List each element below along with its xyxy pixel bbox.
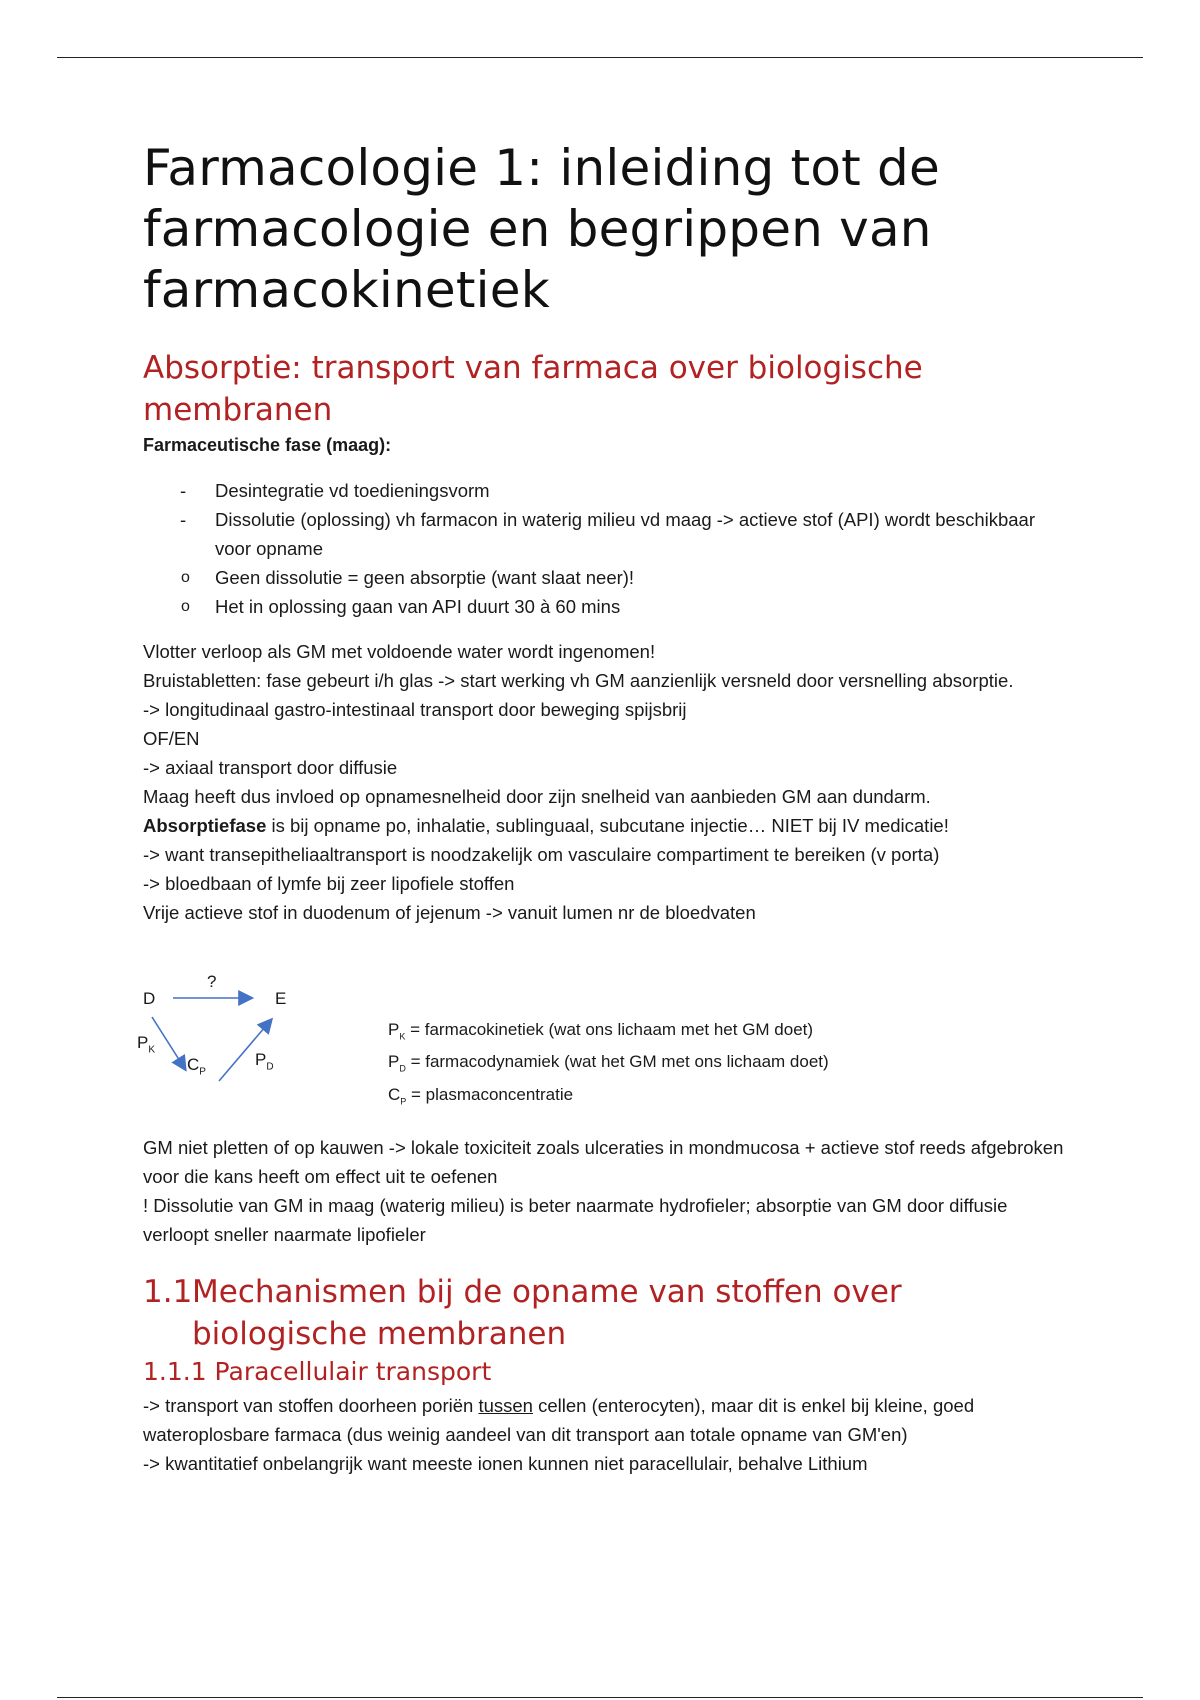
section-1-1-heading: [143, 1271, 1073, 1355]
list-item: - Desintegratie vd toedieningsvorm: [143, 476, 1073, 505]
page-title: Farmacologie 1: inleiding tot de farmacologie en begrippen van farmacokinetiek: [143, 139, 940, 319]
top-rule: [57, 57, 1143, 58]
diagram-cp: $C_P$: [187, 1055, 206, 1078]
diagram-d: D: [143, 989, 156, 1008]
paragraph-line: -> axiaal transport door diffusie: [143, 757, 398, 778]
legend-item: $P_K$ = farmacokinetiek (wat ons lichaam met het GM doet): [388, 1020, 814, 1042]
section-title: Mechanismen bij de opname van stoffen over biologische membranen: [192, 1274, 902, 1352]
paragraph-line: -> kwantitatief onbelangrijk want meeste ionen kunnen niet paracellulair, behalve Lithium: [143, 1453, 868, 1474]
paragraph-line: OF/EN: [143, 728, 200, 749]
bottom-rule: [57, 1697, 1143, 1698]
subheading: Farmaceutische fase (maag):: [143, 435, 392, 455]
list-item-text: Dissolutie (oplossing) vh farmacon in waterig milieu vd maag -> actieve stof (API) wordt beschikbaar voor opname: [215, 509, 1035, 559]
arrow-d-to-cp: [152, 1017, 185, 1069]
paragraph-line: [143, 811, 1073, 840]
paragraph-line: -> want transepitheliaaltransport is noodzakelijk om vasculaire compartiment te bereiken (v porta): [143, 844, 940, 865]
sub-bullet-list: [143, 563, 1073, 621]
sub-list-item: o Geen dissolutie = geen absorptie (want slaat neer)!: [143, 563, 1073, 592]
paragraph-line: GM niet pletten of op kauwen -> lokale toxiciteit zoals ulceraties in mondmucosa + actieve stof reeds afgebroken voor die kans heeft om effect uit te oefenen: [143, 1137, 1064, 1187]
section-heading: Absorptie: transport van farmaca over biologische membranen: [143, 350, 923, 428]
sub-list-item: o Het in oplossing gaan van API duurt 30 à 60 mins: [143, 592, 1073, 621]
section-1-1-1-heading: 1.1.1 Paracellulair transport: [143, 1357, 492, 1386]
diagram-q: ?: [207, 972, 217, 991]
paragraph-line: Vrije actieve stof in duodenum of jejenum -> vanuit lumen nr de bloedvaten: [143, 902, 756, 923]
pk-pd-diagram: [137, 967, 1073, 1133]
bold-term: Absorptiefase: [143, 815, 267, 836]
list-item: [143, 505, 1073, 621]
diagram-pd: $P_D$: [255, 1050, 274, 1073]
bullet-list: [143, 476, 1073, 621]
diagram-legend: [388, 1017, 829, 1114]
paragraph-line: Bruistabletten: fase gebeurt i/h glas -> start werking vh GM aanzienlijk versneld door versnelling absorptie.: [143, 670, 1014, 691]
legend-item: $P_D$ = farmacodynamiek (wat het GM met ons lichaam doet): [388, 1052, 829, 1074]
paragraph-line: -> bloedbaan of lymfe bij zeer lipofiele stoffen: [143, 873, 515, 894]
legend-item: $C_P$ = plasmaconcentratie: [388, 1084, 574, 1107]
diagram-e: E: [275, 989, 287, 1008]
section-number: 1.1: [143, 1274, 193, 1310]
paragraph-line: Maag heeft dus invloed op opnamesnelheid door zijn snelheid van aanbieden GM aan dundarm.: [143, 786, 931, 807]
paragraph-text: is bij opname po, inhalatie, sublinguaal, subcutane injectie… NIET bij IV medicatie!: [266, 815, 949, 836]
diagram-pk: $P_K$: [137, 1033, 156, 1056]
paragraph-line: -> longitudinaal gastro-intestinaal transport door beweging spijsbrij: [143, 699, 687, 720]
underlined-word: tussen: [478, 1395, 533, 1416]
paragraph-line: Vlotter verloop als GM met voldoende water wordt ingenomen!: [143, 641, 656, 662]
paragraph-line: ! Dissolutie van GM in maag (waterig milieu) is beter naarmate hydrofieler; absorptie van GM door diffusie verloopt sneller naarmate lipofieler: [143, 1195, 1008, 1245]
document-body: [137, 138, 1073, 1478]
paragraph-line: -> transport van stoffen doorheen poriën tussen cellen (enterocyten), maar dit is enkel bij kleine, goed wateroplosbare farmaca (dus weinig aandeel van dit transport aan totale opname van GM'en): [143, 1395, 975, 1445]
